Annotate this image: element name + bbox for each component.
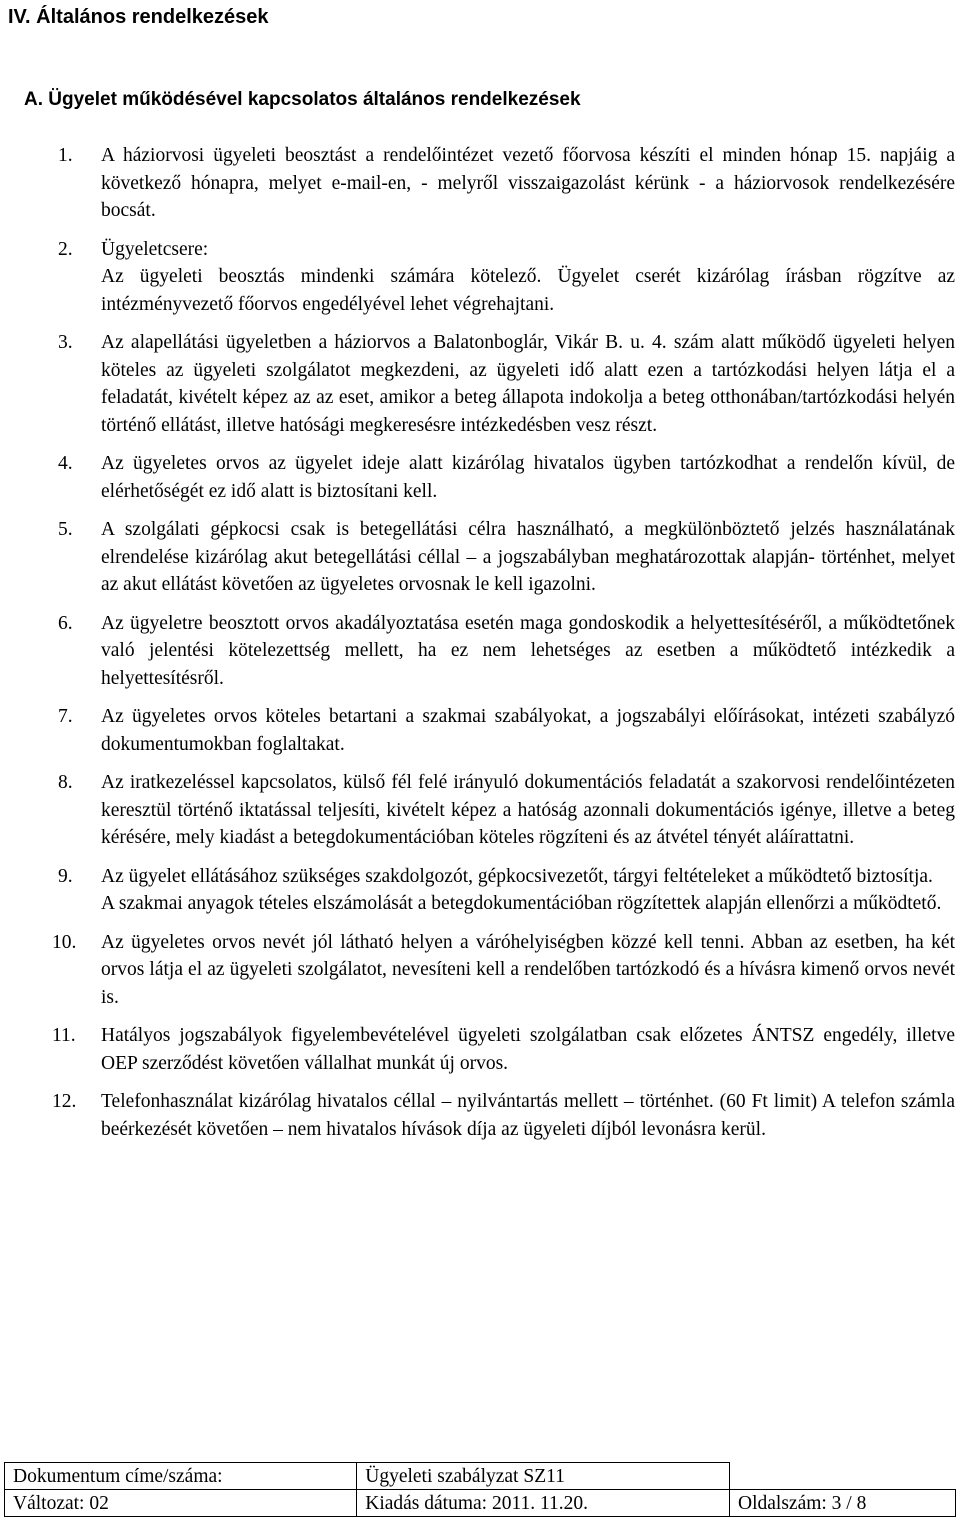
rules-list	[0, 142, 960, 1154]
item-text: Telefonhasználat kizárólag hivatalos céllal – nyilvántartás mellett – történhet. (60 Ft limit) A telefon számla beérkezését követően – nem hivatalos hívások díja az ügyeleti díjból levonásra kerül.	[101, 1091, 955, 1140]
item-number: 4.	[58, 453, 73, 474]
footer-empty-cell	[730, 1463, 956, 1490]
section-title: IV. Általános rendelkezések	[8, 6, 269, 28]
item-number: 10.	[52, 931, 77, 953]
page-number: Oldalszám: 3 / 8	[730, 1490, 956, 1517]
item-number: 7.	[58, 706, 73, 727]
list-item	[0, 703, 960, 758]
item-number: 1.	[58, 145, 73, 166]
item-text: A szakmai anyagok tételes elszámolását a betegdokumentációban rögzítettek alapján ellenőrzi a működtető.	[101, 893, 942, 914]
list-item	[0, 1088, 960, 1143]
item-text: Az ügyeletes orvos nevét jól látható helyen a váróhelyiségben közzé kell tenni. Abban az esetben, ha két orvos látja el az ügyeleti szolgálatot, nevesíteni kell a rendelőben tartózkodó és a hívásra kimenő orvos nevét is.	[101, 931, 955, 1008]
footer-row-meta	[5, 1490, 956, 1517]
item-text: A háziorvosi ügyeleti beosztást a rendelőintézet vezető főorvosa készíti el minden hónap 15. napjáig a következő hónapra, melyet e-mail-en, - melyről visszaigazolást kérünk - a háziorvosok rendelkezésére bocsát.	[101, 145, 955, 221]
item-text: Az ügyeletre beosztott orvos akadályoztatása esetén maga gondoskodik a helyettesítéséről, a működtetőnek való jelentési kötelezettség mellett, ha ez nem lehetséges az esetben a működtető intézkedik a helyettesítésről.	[101, 612, 955, 689]
item-number: 5.	[58, 519, 73, 540]
item-number: 2.	[58, 238, 73, 260]
list-item	[0, 450, 960, 505]
item-number: 12.	[52, 1091, 77, 1112]
list-item	[0, 1022, 960, 1077]
item-text: Az ügyeleti beosztás mindenki számára kötelező. Ügyelet cserét kizárólag írásban rögzítve az intézményvezető főorvos engedélyével lehet végrehajtani.	[101, 266, 955, 315]
document-footer	[4, 1462, 956, 1517]
list-item	[0, 142, 960, 225]
item-number: 6.	[58, 612, 73, 634]
list-item	[0, 863, 960, 918]
item-text: Az iratkezeléssel kapcsolatos, külső fél felé irányuló dokumentációs feladatát a szakorvosi rendelőintézeten keresztül történő iktatással teljesíti, kivételt képez a hatóság azonnali dokumentációs igénye, illetve a beteg kérésére, mely kiadást a betegdokumentációban köteles rögzíteni és az átvétel tényét aláírattatni.	[101, 772, 955, 848]
doc-title-value: Ügyeleti szabályzat SZ11	[357, 1463, 730, 1490]
issue-date: Kiadás dátuma: 2011. 11.20.	[357, 1490, 730, 1517]
list-item	[0, 929, 960, 1012]
item-text: Az ügyelet ellátásához szükséges szakdolgozót, gépkocsivezetőt, tárgyi feltételeket a működtető biztosítja.	[101, 865, 933, 887]
subsection-title: A. Ügyelet működésével kapcsolatos általános rendelkezések	[24, 89, 581, 110]
item-text: Az ügyeletes orvos köteles betartani a szakmai szabályokat, a jogszabályi előírásokat, intézeti szabályzó dokumentumokban foglaltakat.	[101, 706, 955, 755]
list-item	[0, 516, 960, 599]
footer-row-title	[5, 1463, 956, 1490]
item-number: 3.	[58, 332, 73, 353]
item-text: Az alapellátási ügyeletben a háziorvos a Balatonboglár, Vikár B. u. 4. szám alatt működő ügyeleti helyen köteles az ügyeleti szolgálatot megkezdeni, az ügyeleti idő alatt ezen a tartózkodási helyen látja el a feladatát, kivételt képez az az eset, amikor a beteg állapota indokolja a beteg otthonában/tartózkodási helyén történő ellátást, illetve hatósági megkeresésre intézkedésben vesz részt.	[101, 332, 955, 436]
list-item	[0, 236, 960, 319]
item-number: 11.	[52, 1025, 76, 1046]
version: Változat: 02	[5, 1490, 357, 1517]
list-item	[0, 329, 960, 439]
item-text: A szolgálati gépkocsi csak is betegellátási célra használható, a megkülönböztető jelzés használatának elrendelése kizárólag akut betegellátási céllal – a jogszabályban meghatározottak alapján- történhet, melyet az akut ellátást követően az ügyeletes orvosnak le kell igazolni.	[101, 519, 955, 595]
item-number: 9.	[58, 865, 73, 887]
doc-title-label: Dokumentum címe/száma:	[5, 1463, 357, 1490]
item-number: 8.	[58, 772, 73, 793]
item-heading: Ügyeletcsere:	[101, 238, 209, 260]
item-text: Az ügyeletes orvos az ügyelet ideje alatt kizárólag hivatalos ügyben tartózkodhat a rendelőn kívül, de elérhetőségét ez idő alatt is biztosítani kell.	[101, 453, 955, 502]
item-text: Hatályos jogszabályok figyelembevételével ügyeleti szolgálatban csak előzetes ÁNTSZ engedély, illetve OEP szerződést követően vállalhat munkát új orvos.	[101, 1025, 955, 1074]
list-item	[0, 769, 960, 852]
list-item	[0, 610, 960, 693]
